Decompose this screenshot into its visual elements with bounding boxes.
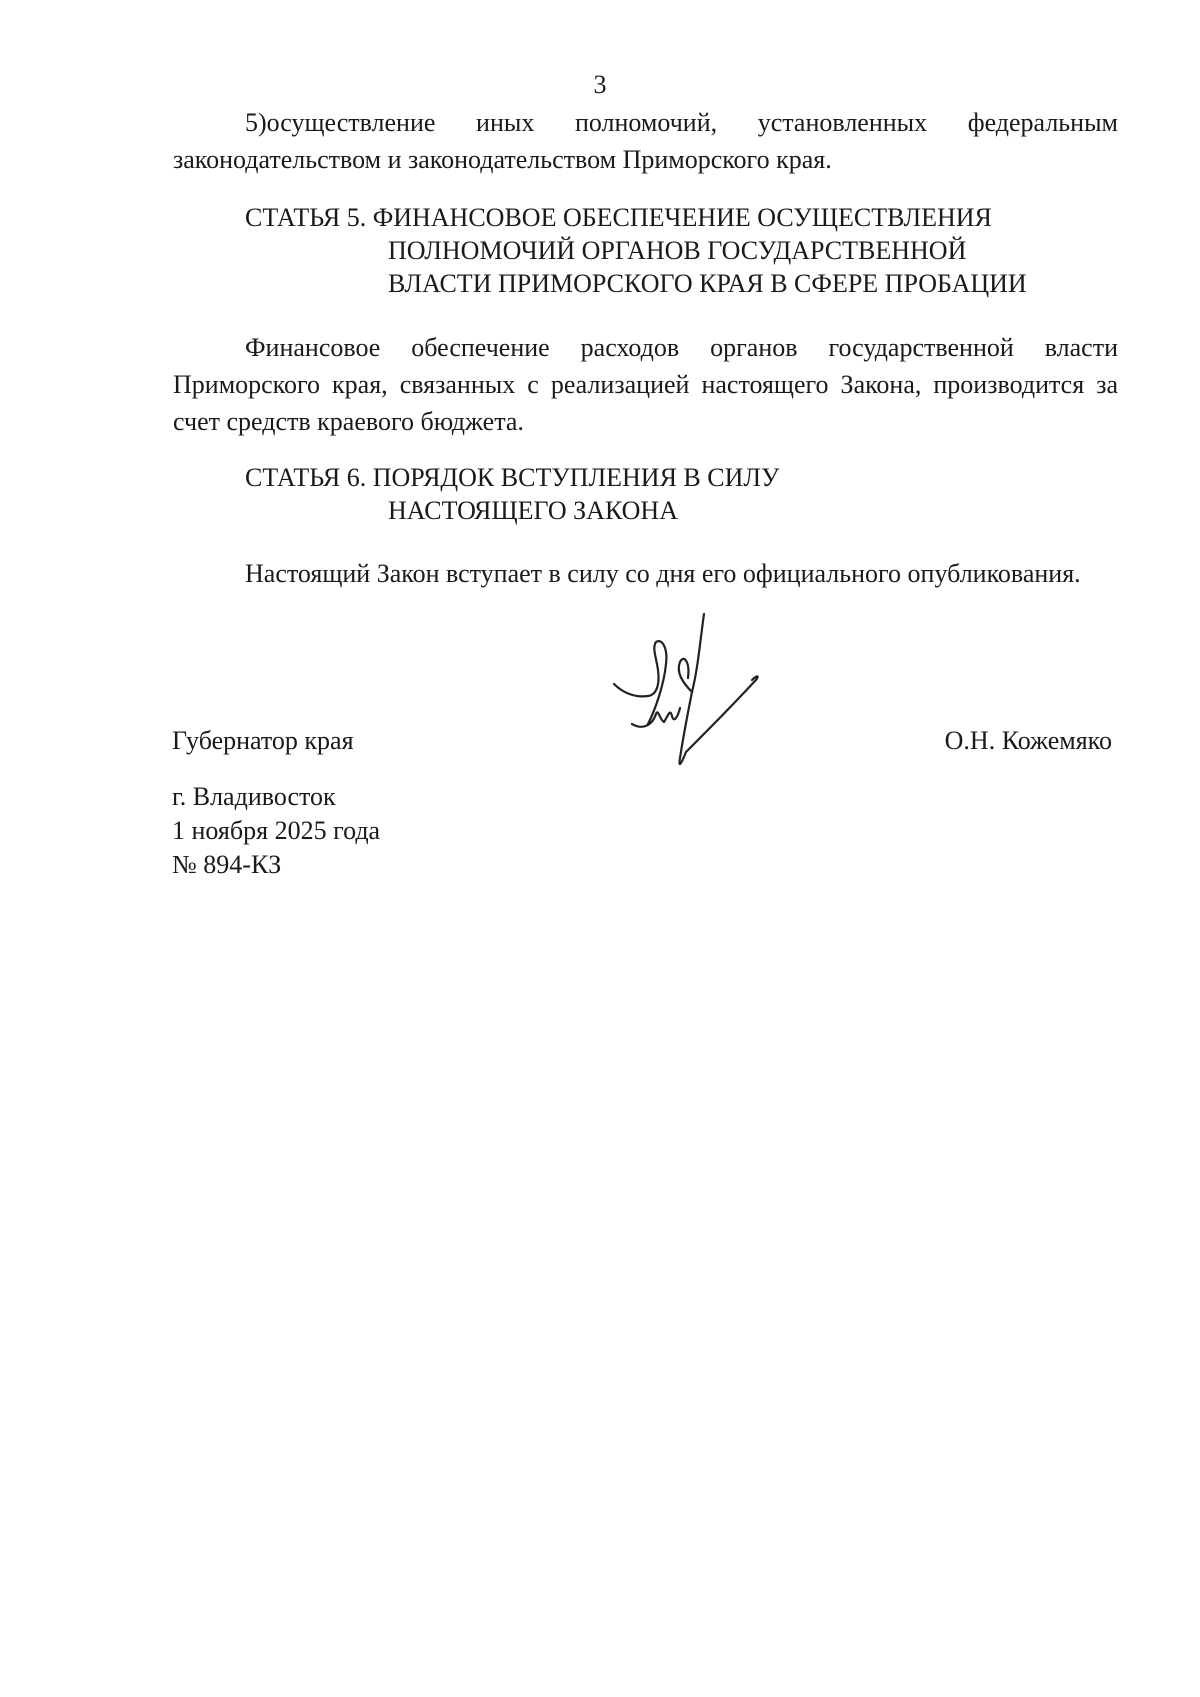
article-5-heading-line-2: ПОЛНОМОЧИЙ ОРГАНОВ ГОСУДАРСТВЕННОЙ (388, 236, 967, 265)
law-date: 1 ноября 2025 года (172, 816, 381, 845)
article-6-heading-line-1: СТАТЬЯ 6. ПОРЯДОК ВСТУПЛЕНИЯ В СИЛУ (245, 463, 780, 492)
article-6-heading (245, 461, 1145, 527)
article-5-body: Финансовое обеспечение расходов органов государственной власти Приморского края, связанных с реализацией настоящего Закона, производится за счет средств краевого бюджета. (173, 333, 1118, 436)
law-number: № 894-КЗ (172, 850, 282, 879)
article-5-heading-line-3: ВЛАСТИ ПРИМОРСКОГО КРАЯ В СФЕРЕ ПРОБАЦИИ (388, 269, 1027, 298)
article-5-heading-line-1: СТАТЬЯ 5. ФИНАНСОВОЕ ОБЕСПЕЧЕНИЕ ОСУЩЕСТВЛЕНИЯ (245, 203, 992, 232)
law-footer (172, 780, 380, 882)
article-6-body: Настоящий Закон вступает в силу со дня его официального опубликования. (245, 559, 1081, 588)
article-5-heading (245, 201, 1145, 300)
governor-title: Губернатор края (172, 726, 354, 755)
handwritten-signature-icon (612, 612, 772, 772)
city: г. Владивосток (172, 782, 336, 811)
page-number: 3 (593, 70, 607, 99)
article-6-heading-line-2: НАСТОЯЩЕГО ЗАКОНА (388, 496, 678, 525)
paragraph-item-5: 5)осуществление иных полномочий, установленных федеральным законодательством и законодательством Приморского края. (173, 108, 1118, 174)
signatory-name: О.Н. Кожемяко (944, 726, 1112, 755)
